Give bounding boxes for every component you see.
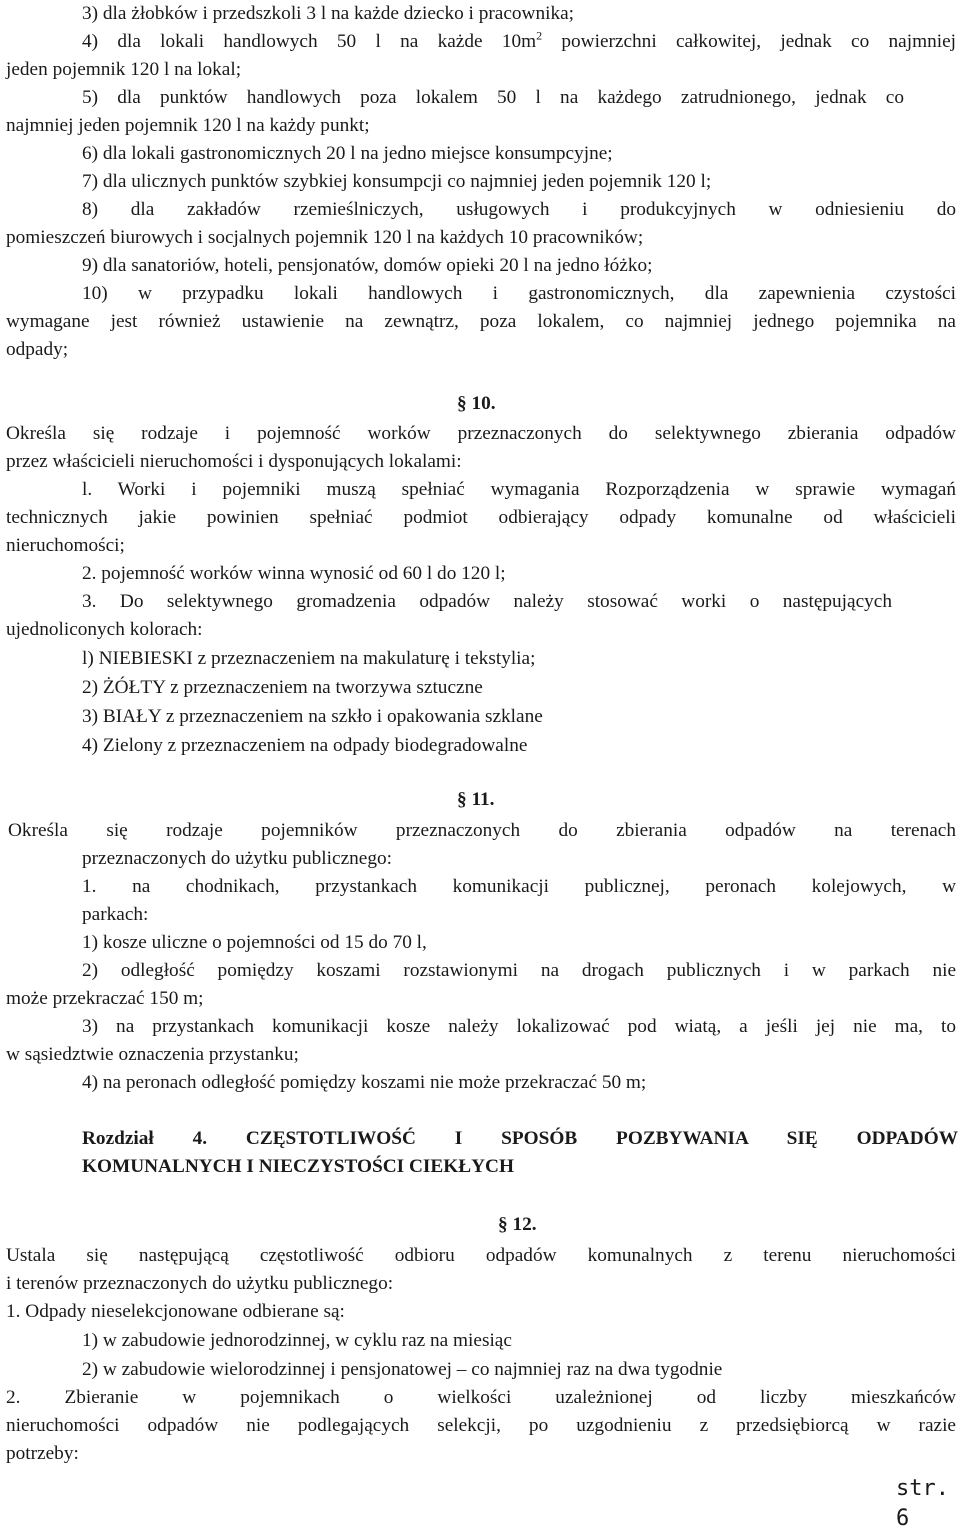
text-line: 1. na chodnikach, przystankach komunikacji publicznej, peronach kolejowych, w [82, 876, 956, 897]
text-line: pomieszczeń biurowych i socjalnych pojemnik 120 l na każdych 10 pracowników; [6, 227, 644, 248]
text-line: 1. Odpady nieselekcjonowane odbierane są: [6, 1301, 345, 1322]
text-line: 3) dla żłobków i przedszkoli 3 l na każde dziecko i pracownika; [82, 3, 575, 24]
text-line: najmniej jeden pojemnik 120 l na każdy punkt; [6, 115, 370, 136]
superscript: 2 [536, 28, 543, 43]
text-line: nieruchomości; [6, 535, 125, 556]
text-line: 3) BIAŁY z przeznaczeniem na szkło i opakowania szklane [82, 706, 543, 727]
text-line: 4) Zielony z przeznaczeniem na odpady biodegradowalne [82, 735, 528, 756]
text-line: Określa się rodzaje pojemników przeznaczonych do zbierania odpadów na terenach [8, 820, 956, 841]
text-line: 2. Zbieranie w pojemnikach o wielkości uzależnionej od liczby mieszkańców [6, 1387, 956, 1408]
text-line: przeznaczonych do użytku publicznego: [82, 848, 392, 869]
text-line: potrzeby: [6, 1443, 79, 1464]
text-line: parkach: [82, 904, 149, 925]
text-line: 3) na przystankach komunikacji kosze należy lokalizować pod wiatą, a jeśli jej nie ma, to [82, 1016, 956, 1037]
text-line: 3. Do selektywnego gromadzenia odpadów należy stosować worki o następujących [82, 591, 892, 612]
text-line: i terenów przeznaczonych do użytku publicznego: [6, 1273, 394, 1294]
text-line: 4) dla lokali handlowych 50 l na każde $10m^2$ powierzchni całkowitej, jednak co najmniej [82, 28, 956, 52]
text-line: ujednoliconych kolorach: [6, 619, 203, 640]
page-number: str. 6 [896, 1476, 949, 1531]
text-line: przez właścicieli nieruchomości i dysponujących lokalami: [6, 451, 462, 472]
text-line: Określa się rodzaje i pojemność worków przeznaczonych do selektywnego zbierania odpadów [6, 423, 956, 444]
text-line: 4) na peronach odległość pomiędzy koszami nie może przekraczać 50 m; [82, 1072, 647, 1093]
text-line: 2) odległość pomiędzy koszami rozstawionymi na drogach publicznych i w parkach nie [82, 960, 956, 981]
text-line: l. Worki i pojemniki muszą spełniać wymagania Rozporządzenia w sprawie wymagań [82, 479, 956, 500]
text-line: 7) dla ulicznych punktów szybkiej konsumpcji co najmniej jeden pojemnik 120 l; [82, 171, 712, 192]
text-line: 1) kosze uliczne o pojemności od 15 do 70 l, [82, 932, 427, 953]
text-line: 2) w zabudowie wielorodzinnej i pensjonatowej – co najmniej raz na dwa tygodnie [82, 1359, 723, 1380]
text-line: 2. pojemność worków winna wynosić od 60 l do 120 l; [82, 563, 506, 584]
text-line: l) NIEBIESKI z przeznaczeniem na makulaturę i tekstylia; [82, 648, 536, 669]
text-line: 9) dla sanatoriów, hoteli, pensjonatów, domów opieki 20 l na jedno łóżko; [82, 255, 653, 276]
chapter-heading: Rozdział 4. CZĘSTOTLIWOŚĆ I SPOSÓB POZBYWANIA SIĘ ODPADÓW [82, 1128, 958, 1149]
text-line: odpady; [6, 339, 69, 360]
text-line: może przekraczać 150 m; [6, 988, 204, 1009]
text-line: 10) w przypadku lokali handlowych i gastronomicznych, dla zapewnienia czystości [82, 283, 956, 304]
chapter-heading: KOMUNALNYCH I NIECZYSTOŚCI CIEKŁYCH [82, 1156, 514, 1177]
text-line: wymagane jest również ustawienie na zewnątrz, poza lokalem, co najmniej jednego pojemnika na [6, 311, 956, 332]
text-line: 8) dla zakładów rzemieślniczych, usługowych i produkcyjnych w odniesieniu do [82, 199, 956, 220]
text-line: 6) dla lokali gastronomicznych 20 l na jedno miejsce konsumpcyjne; [82, 143, 613, 164]
text-line: 2) ŻÓŁTY z przeznaczeniem na tworzywa sztuczne [82, 677, 483, 698]
section-heading: § 10. [457, 393, 496, 414]
text-line: jeden pojemnik 120 l na lokal; [6, 59, 242, 80]
text-line: 5) dla punktów handlowych poza lokalem 50 l na każdego zatrudnionego, jednak co [82, 87, 904, 108]
text-line: Ustala się następującą częstotliwość odbioru odpadów komunalnych z terenu nieruchomości [6, 1245, 956, 1266]
text-line: nieruchomości odpadów nie podlegających selekcji, po uzgodnieniu z przedsiębiorcą w razie [6, 1415, 956, 1436]
text-line: w sąsiedztwie oznaczenia przystanku; [6, 1044, 299, 1065]
section-heading: § 12. [498, 1214, 537, 1235]
text-line: technicznych jakie powinien spełniać podmiot odbierający odpady komunalne od właścicieli [6, 507, 956, 528]
section-heading: § 11. [457, 789, 495, 810]
text-line: 1) w zabudowie jednorodzinnej, w cyklu raz na miesiąc [82, 1330, 512, 1351]
